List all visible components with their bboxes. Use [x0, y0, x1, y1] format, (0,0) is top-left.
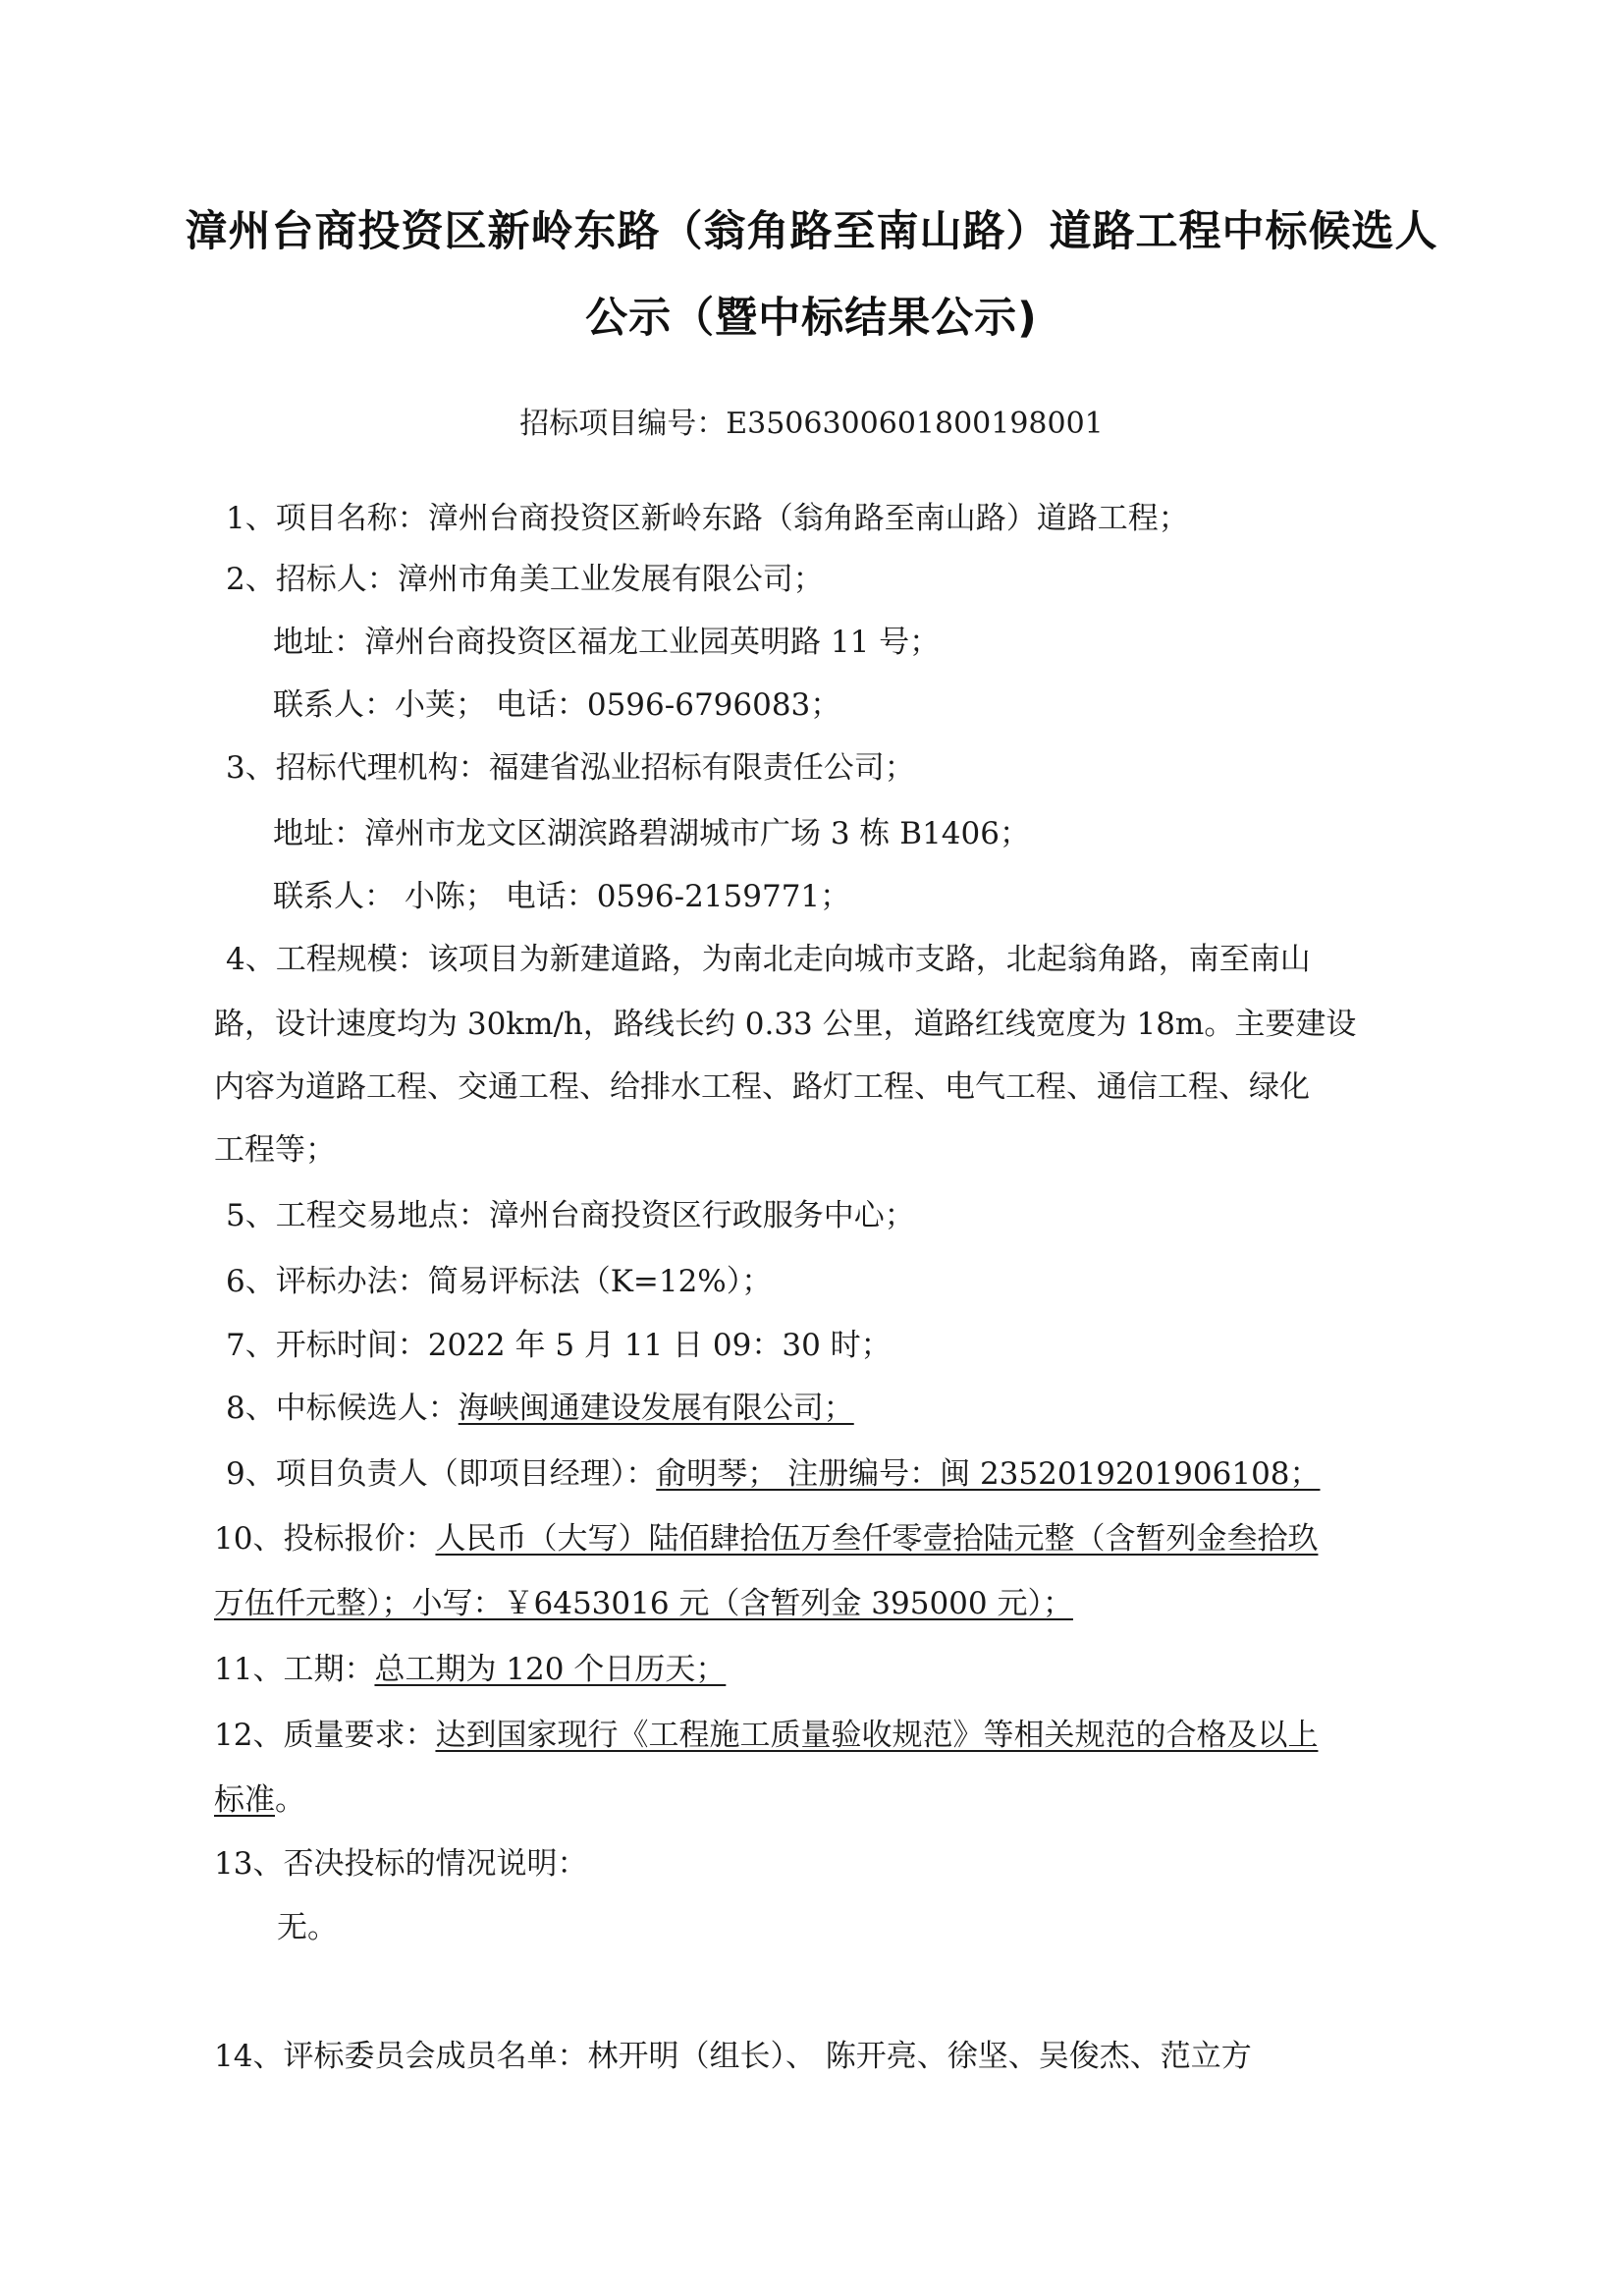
item-12-quality-line-2: [214, 1780, 305, 1820]
item-12-value-line-2: 标准: [214, 1782, 275, 1818]
item-9-label: 9、项目负责人（即项目经理）：: [226, 1456, 657, 1492]
item-6-method: 6、评标办法：简易评标法（K=12%）；: [226, 1264, 773, 1299]
item-2-address: 地址：漳州台商投资区福龙工业园英明路 11 号；: [273, 625, 941, 660]
item-10-value-line-1: 人民币（大写）陆佰肆拾伍万叁仟零壹拾陆元整（含暂列金叁拾玖: [435, 1521, 1319, 1557]
item-11-duration: [214, 1650, 726, 1689]
item-9-value: 俞明琴； 注册编号：闽 2352019201906108；: [656, 1456, 1321, 1492]
item-1-project-name: 1、项目名称：漳州台商投资区新岭东路（翁角路至南山路）道路工程；: [226, 501, 1189, 536]
item-14-committee: 14、评标委员会成员名单：林开明（组长）、 陈开亮、徐坚、吴俊杰、范立方: [214, 2039, 1252, 2074]
item-12-tail: 。: [275, 1782, 305, 1818]
item-11-label: 11、工期：: [214, 1652, 375, 1687]
item-13-value: 无。: [277, 1910, 338, 1945]
item-8-value: 海峡闽通建设发展有限公司；: [458, 1391, 854, 1426]
item-8-candidate: [226, 1389, 854, 1428]
item-4-scale-line-1: 4、工程规模：该项目为新建道路，为南北走向城市支路，北起翁角路，南至南山: [226, 942, 1311, 977]
item-9-manager: [226, 1454, 1321, 1494]
document-title-line-1: 漳州台商投资区新岭东路（翁角路至南山路）道路工程中标候选人: [185, 207, 1438, 256]
item-5-location: 5、工程交易地点：漳州台商投资区行政服务中心；: [226, 1198, 915, 1233]
item-3-agency: 3、招标代理机构：福建省泓业招标有限责任公司；: [226, 750, 915, 786]
item-12-label: 12、质量要求：: [214, 1718, 436, 1753]
item-3-contact: 联系人： 小陈； 电话：0596-2159771；: [273, 879, 851, 914]
item-10-label: 10、投标报价：: [214, 1521, 436, 1557]
item-10-bid-price-line-2: [214, 1584, 1073, 1623]
item-4-scale-line-3: 内容为道路工程、交通工程、给排水工程、路灯工程、电气工程、通信工程、绿化: [214, 1069, 1310, 1105]
item-2-contact: 联系人：小荚； 电话：0596-6796083；: [273, 687, 841, 723]
item-7-open-time: 7、开标时间：2022 年 5 月 11 日 09：30 时；: [226, 1328, 892, 1363]
item-10-value-line-2: 万伍仟元整）；小写：￥6453016 元（含暂列金 395000 元）；: [214, 1586, 1073, 1621]
item-12-value-line-1: 达到国家现行《工程施工质量验收规范》等相关规范的合格及以上: [435, 1718, 1319, 1753]
item-4-scale-line-4: 工程等；: [214, 1132, 336, 1168]
item-12-quality-line-1: [214, 1716, 1318, 1755]
item-10-bid-price-line-1: [214, 1519, 1318, 1558]
item-2-tenderer: 2、招标人：漳州市角美工业发展有限公司；: [226, 562, 824, 597]
item-11-value: 总工期为 120 个日历天；: [374, 1652, 727, 1687]
item-8-label: 8、中标候选人：: [226, 1391, 459, 1426]
item-4-scale-line-2: 路，设计速度均为 30km/h，路线长约 0.33 公里，道路红线宽度为 18m。主要建设: [214, 1007, 1357, 1042]
item-3-address: 地址：漳州市龙文区湖滨路碧湖城市广场 3 栋 B1406；: [273, 816, 1030, 851]
item-13-rejection: 13、否决投标的情况说明：: [214, 1846, 588, 1882]
document-title-line-2: 公示（暨中标结果公示): [585, 294, 1038, 343]
project-code: 招标项目编号：E3506300601800198001: [519, 407, 1104, 441]
